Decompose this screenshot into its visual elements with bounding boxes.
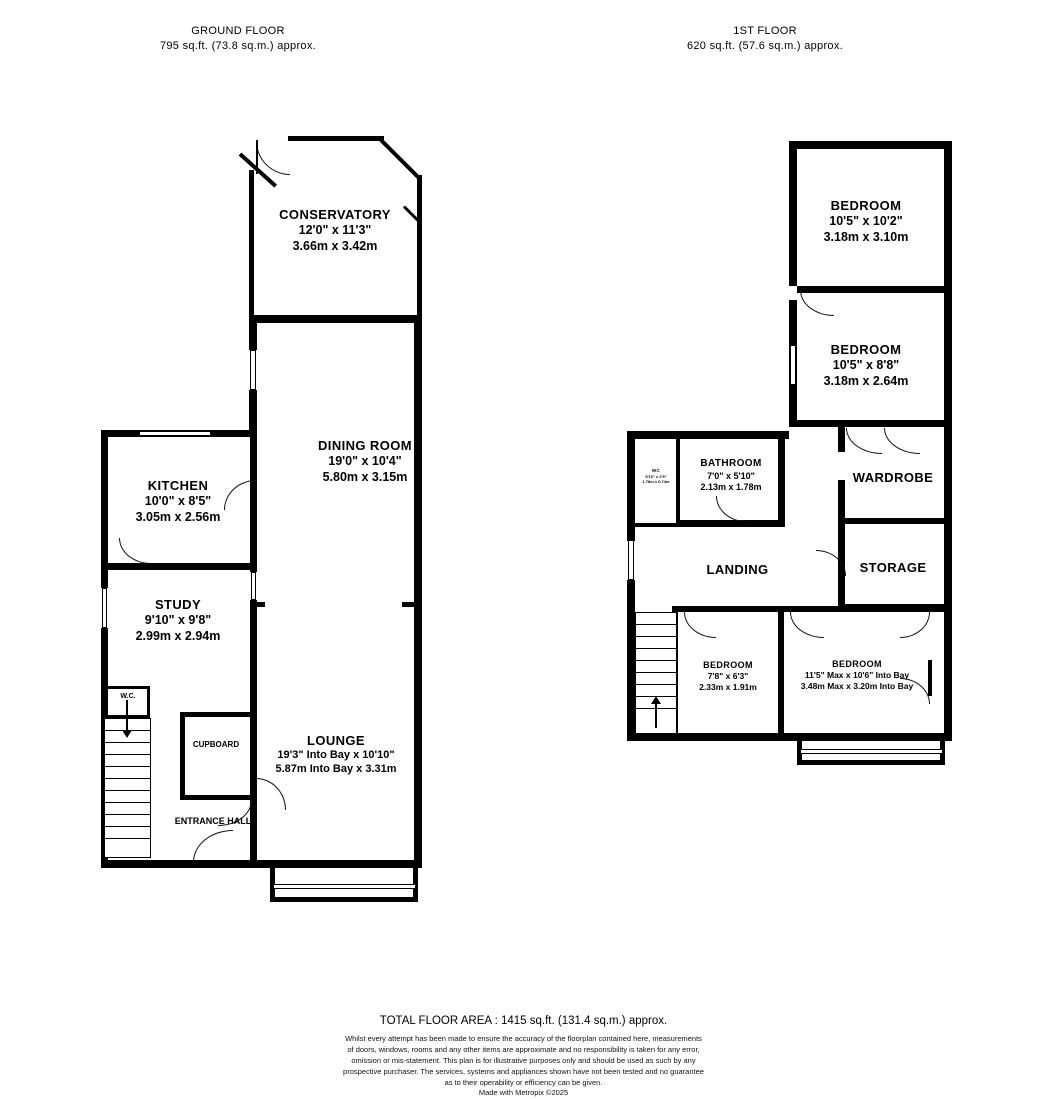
first-wall-top — [789, 141, 952, 149]
room-conservatory-name: CONSERVATORY — [279, 207, 391, 222]
first-floor-area: 620 sq.ft. (57.6 sq.m.) approx. — [686, 39, 844, 52]
study-door-arc — [119, 538, 151, 564]
wardrobe-door-arc-2 — [884, 428, 920, 454]
first-wall-bottom-right — [786, 733, 952, 741]
room-study-name: STUDY — [154, 597, 202, 612]
room-bedroom-1-imperial: 10'5" x 10'2" — [829, 214, 903, 229]
bathroom-door-arc — [716, 496, 746, 522]
lounge-bay-bottom-wall — [270, 897, 418, 902]
wc-label: W.C. — [120, 693, 136, 700]
first-stairs-arrow-line — [655, 700, 657, 728]
room-bathroom-metric: 2.13m x 1.78m — [700, 481, 762, 492]
room-wc-first-metric: 1.78m x 0.74m — [642, 478, 670, 484]
first-wall-left-outer-bottom — [627, 580, 635, 741]
first-stairs-arrow-head — [651, 696, 661, 704]
landing-label: LANDING — [706, 562, 769, 577]
room-bedroom-2-metric: 3.18m x 2.64m — [823, 373, 909, 388]
ground-stairs — [104, 718, 151, 858]
ground-wall-bottom-right — [240, 860, 422, 868]
ground-stair-tread — [104, 814, 151, 815]
ground-stair-tread — [104, 742, 151, 743]
room-bedroom-3-name: BEDROOM — [703, 660, 753, 670]
first-bathroom-wall-bottom — [680, 520, 785, 527]
first-stairs-down-label: DOWN — [644, 735, 668, 742]
bed3-door-arc — [684, 612, 716, 638]
first-bay-window — [800, 749, 943, 754]
ground-stair-tread — [104, 778, 151, 779]
first-floor-header — [655, 24, 875, 54]
first-wardrobe-wall-left2 — [838, 480, 845, 610]
room-wc-first-name: WC — [651, 468, 661, 473]
room-bathroom — [672, 458, 790, 493]
ground-stair-tread — [104, 802, 151, 803]
total-floor-area: TOTAL FLOOR AREA : 1415 sq.ft. (131.4 sq.m.) approx. — [379, 1015, 668, 1027]
storage-label: STORAGE — [859, 560, 927, 575]
room-bedroom-3-imperial: 7'8" x 6'3" — [707, 671, 749, 682]
room-wc-first-imperial: 5'10" x 2'5" — [645, 473, 667, 479]
wc-wall-right — [147, 686, 150, 718]
disclaimer-line: of doors, windows, rooms and any other items are approximate and no responsibility is taken for any error, — [347, 1044, 700, 1054]
ground-wall-kitchen-study-divider — [101, 563, 257, 570]
ground-stair-tread — [104, 826, 151, 827]
ground-window-kitchen-top — [139, 431, 211, 436]
first-wall-bed2-bottom — [789, 420, 952, 427]
disclaimer-line: Whilst every attempt has been made to ensure the accuracy of the floorplan contained here, measurements — [345, 1034, 702, 1043]
ground-wall-dining-top — [249, 315, 422, 323]
room-lounge-name: LOUNGE — [306, 733, 365, 748]
room-kitchen — [88, 478, 268, 526]
first-stair-tread — [635, 648, 677, 649]
ground-floor-area: 795 sq.ft. (73.8 sq.m.) approx. — [159, 39, 317, 52]
room-kitchen-imperial: 10'0" x 8'5" — [144, 494, 212, 509]
room-dining — [263, 438, 467, 486]
cupboard-wall-top — [180, 712, 252, 717]
entrance-hall-label: ENTRANCE HALL — [174, 816, 252, 826]
ground-wall-dining-left-lower — [249, 390, 257, 432]
first-wardrobe-wall-left — [838, 427, 845, 452]
room-bedroom-2-name: BEDROOM — [830, 342, 902, 357]
room-lounge-imperial: 19'3" Into Bay x 10'10" — [277, 749, 395, 762]
room-bedroom-1-metric: 3.18m x 3.10m — [823, 229, 909, 244]
first-stair-tread — [635, 636, 677, 637]
room-conservatory-imperial: 12'0" x 11'3" — [298, 223, 372, 238]
bed1-door-arc — [800, 290, 834, 316]
disclaimer-line: as to their operability or efficiency can be given. — [444, 1077, 603, 1087]
room-bathroom-name: BATHROOM — [700, 458, 762, 469]
ground-wall-right — [414, 315, 422, 868]
bed4-door-arc — [790, 612, 824, 638]
lounge-door-arc — [256, 778, 286, 810]
room-bedroom-2-imperial: 10'5" x 8'8" — [832, 358, 900, 373]
ground-stair-tread — [104, 754, 151, 755]
ground-opening-hall — [251, 572, 256, 600]
room-dining-name: DINING ROOM — [318, 438, 412, 453]
disclaimer-line: prospective purchaser. The services, systems and appliances shown have not been tested and no guarantee — [343, 1066, 704, 1076]
footer — [0, 1015, 1047, 1099]
room-bedroom-4-imperial: 11'5" Max x 10'6" Into Bay — [804, 670, 910, 681]
room-bedroom-3 — [668, 660, 788, 693]
room-bedroom-4-name: BEDROOM — [832, 659, 882, 669]
lounge-bay-window — [273, 884, 416, 889]
ground-wall-dining-left-upper — [249, 315, 257, 350]
first-floor-title: 1ST FLOOR — [733, 25, 797, 37]
lounge-bay-right-wall — [413, 862, 418, 902]
ground-jamb-lounge-right — [402, 602, 415, 607]
room-dining-metric: 5.80m x 3.15m — [322, 469, 408, 484]
metropix-credit: Made with Metropix ©2025 — [478, 1088, 569, 1098]
room-bedroom-4-metric: 3.48m Max x 3.20m Into Bay — [800, 680, 914, 691]
room-study — [88, 597, 268, 645]
first-bay-bottom-wall — [797, 760, 945, 765]
wardrobe-door-arc — [846, 428, 882, 454]
room-bedroom-2 — [776, 342, 956, 390]
cupboard-wall-left — [180, 712, 185, 800]
room-bedroom-1 — [776, 198, 956, 246]
ground-stair-tread — [104, 790, 151, 791]
room-conservatory-metric: 3.66m x 3.42m — [292, 238, 378, 253]
ground-wall-left-study-upper — [101, 570, 108, 588]
room-kitchen-name: KITCHEN — [147, 478, 209, 493]
wardrobe-label: WARDROBE — [852, 470, 934, 485]
room-study-imperial: 9'10" x 9'8" — [144, 613, 212, 628]
room-bedroom-1-name: BEDROOM — [830, 198, 902, 213]
ground-floor-title: GROUND FLOOR — [191, 25, 285, 37]
room-kitchen-metric: 3.05m x 2.56m — [135, 509, 221, 524]
conservatory-glazing-top — [290, 139, 382, 141]
room-lounge-metric: 5.87m Into Bay x 3.31m — [275, 763, 397, 775]
ground-stair-tread — [104, 838, 151, 839]
first-wall-left-outer-mid — [627, 511, 635, 541]
first-wc-wall-bottom — [635, 523, 680, 527]
first-window-landing-left — [628, 540, 634, 580]
cupboard-label: CUPBOARD — [192, 740, 240, 749]
conservatory-door-leaf — [256, 140, 258, 174]
ground-window-dining-left — [250, 350, 256, 390]
disclaimer — [0, 1034, 1047, 1099]
ground-floor-header — [128, 24, 348, 54]
ground-stairs-arrow-head — [122, 730, 132, 738]
room-lounge — [240, 733, 432, 777]
room-bedroom-3-metric: 2.33m x 1.91m — [699, 681, 757, 692]
room-conservatory — [240, 207, 430, 255]
room-bathroom-imperial: 7'0" x 5'10" — [707, 470, 755, 481]
entrance-door-arc — [193, 830, 233, 862]
ground-stair-tread — [104, 766, 151, 767]
first-wall-left-top — [627, 431, 789, 439]
room-dining-imperial: 19'0" x 10'4" — [328, 454, 402, 469]
ground-stairs-arrow-line — [126, 700, 128, 732]
first-wardrobe-storage-divider — [838, 518, 945, 524]
room-bedroom-4 — [782, 659, 932, 692]
conservatory-wall-diag-topright — [380, 139, 422, 181]
bed4-wardrobe-arc-1 — [900, 612, 930, 638]
wc-wall-top — [108, 686, 150, 689]
lounge-bay-left-wall — [270, 862, 275, 902]
disclaimer-line: omission or mis-statement. This plan is for illustrative purposes only and should be used as such by any — [351, 1055, 696, 1065]
first-stair-tread — [635, 624, 677, 625]
room-study-metric: 2.99m x 2.94m — [135, 628, 221, 643]
